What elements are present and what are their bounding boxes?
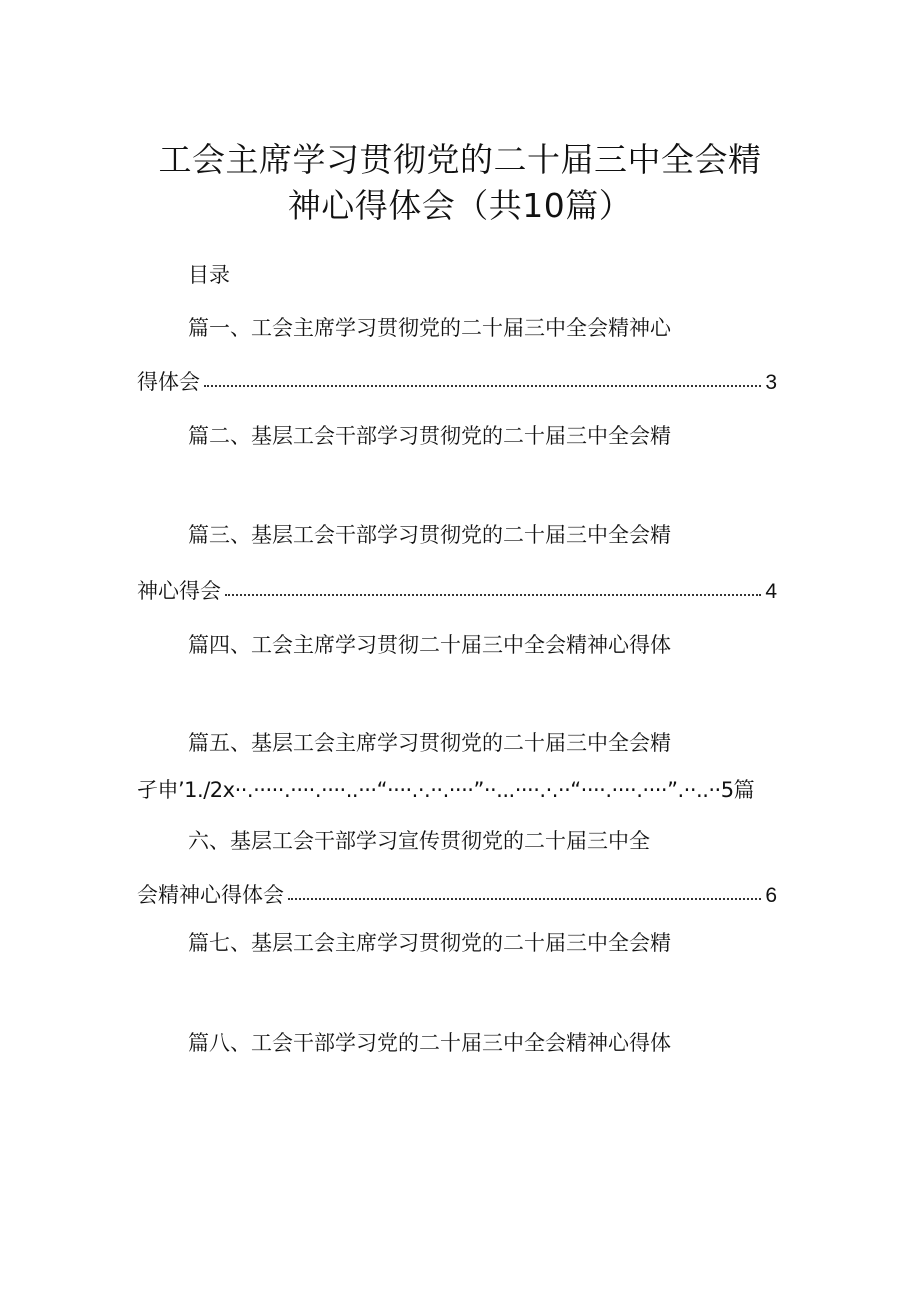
- toc-entry-6-line-1: 六、基层工会干部学习宣传贯彻党的二十届三中全: [188, 829, 650, 853]
- toc-entry-1-line-1: 篇一、工会主席学习贯彻党的二十届三中全会精神心: [188, 316, 671, 340]
- toc-entry-8-line-1: 篇八、工会干部学习党的二十届三中全会精神心得体: [188, 1031, 671, 1055]
- toc-entry-5-line-1: 篇五、基层工会主席学习贯彻党的二十届三中全会精: [188, 731, 671, 755]
- toc-page-number: 6: [765, 884, 777, 907]
- document-title-line-1: 工会主席学习贯彻党的二十届三中全会精: [158, 140, 762, 179]
- toc-page-number: 3: [765, 371, 777, 394]
- toc-entry-5-line-2[interactable]: 孑申’1./2x··.·····.····.····..···“····.·.··.····”··...····.·.··“····.····.····”.··..··5篇: [137, 778, 755, 802]
- toc-entry-text: 得体会: [137, 370, 200, 394]
- toc-entry-text: 会精神心得体会: [137, 883, 284, 907]
- toc-page-number: 4: [765, 580, 777, 603]
- toc-entry-4-line-1: 篇四、工会主席学习贯彻二十届三中全会精神心得体: [188, 633, 671, 657]
- dot-leader: [204, 377, 761, 387]
- toc-entry-text: 神心得会: [137, 579, 221, 603]
- toc-entry-2-line-1: 篇二、基层工会干部学习贯彻党的二十届三中全会精: [188, 424, 671, 448]
- toc-entry-6-line-2[interactable]: [137, 880, 777, 911]
- toc-heading: 目录: [188, 263, 230, 287]
- toc-entry-7-line-1: 篇七、基层工会主席学习贯彻党的二十届三中全会精: [188, 931, 671, 955]
- dot-leader: [288, 890, 761, 900]
- toc-entry-3-line-2[interactable]: [137, 576, 777, 607]
- document-title-line-2: 神心得体会（共10篇）: [287, 186, 633, 225]
- toc-entry-1-line-2[interactable]: [137, 367, 777, 398]
- toc-entry-3-line-1: 篇三、基层工会干部学习贯彻党的二十届三中全会精: [188, 523, 671, 547]
- dot-leader: [225, 586, 761, 596]
